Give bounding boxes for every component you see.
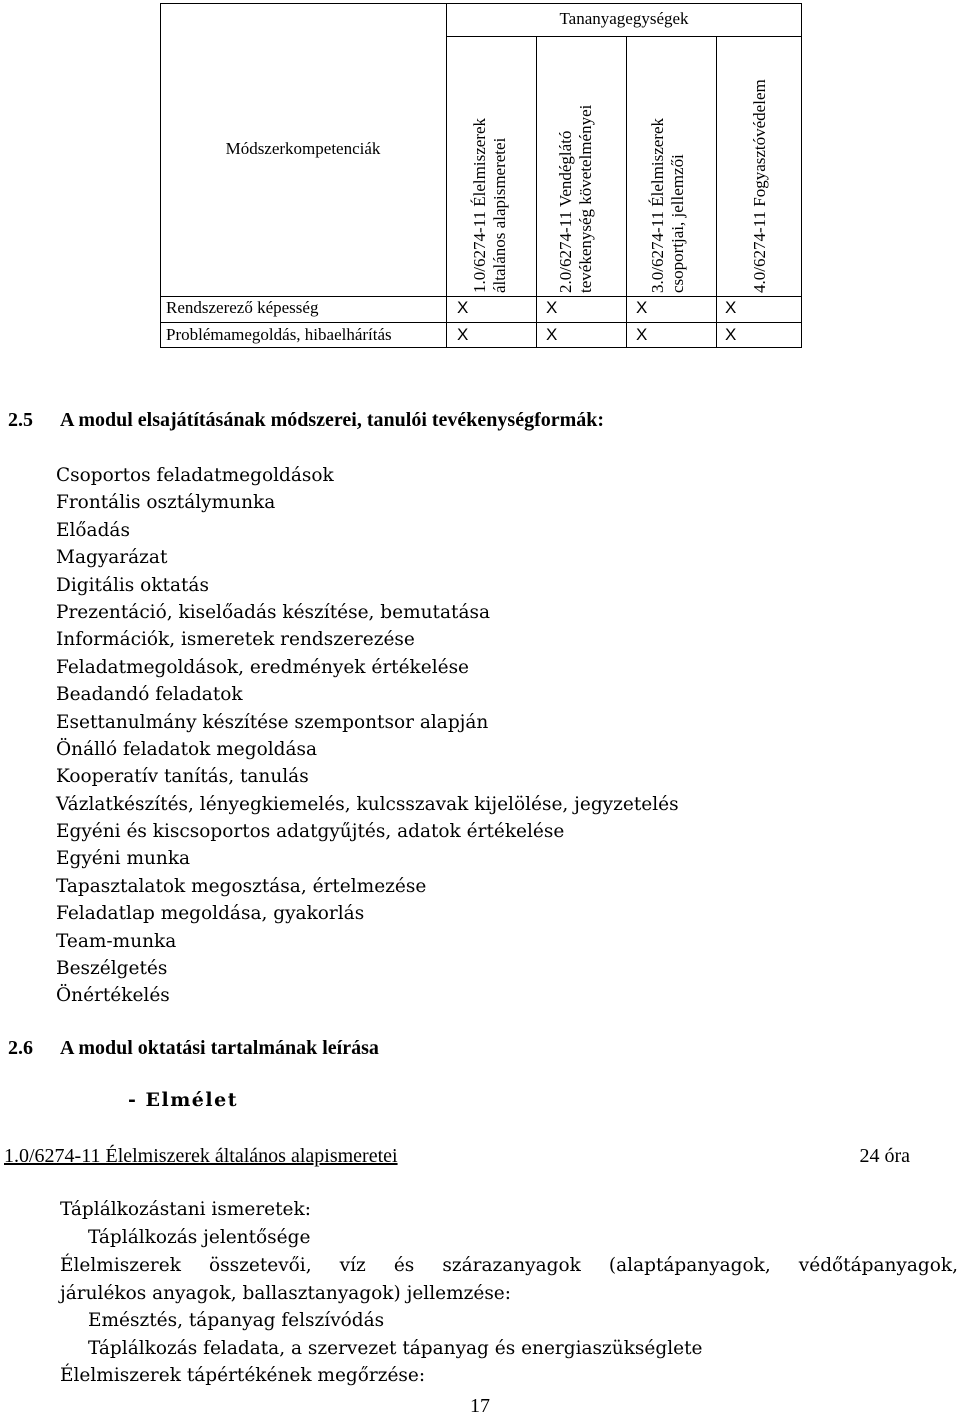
row-mark: X bbox=[636, 298, 648, 317]
content-line: Táplálkozás feladata, a szervezet tápanyag és energiaszükséglete bbox=[88, 1338, 703, 1359]
list-item: Magyarázat bbox=[56, 547, 168, 569]
content-line: Táplálkozás jelentősége bbox=[88, 1227, 311, 1248]
list-item: Egyéni és kiscsoportos adatgyűjtés, adatok értékelése bbox=[56, 821, 565, 843]
page-number: 17 bbox=[470, 1395, 490, 1417]
table-rule bbox=[536, 36, 537, 348]
row-mark: X bbox=[457, 298, 469, 317]
list-item: Önértékelés bbox=[56, 985, 170, 1007]
list-item: Prezentáció, kiselőadás készítése, bemutatása bbox=[56, 601, 490, 623]
list-item: Feladatmegoldások, eredmények értékelése bbox=[56, 656, 470, 678]
row-label: Rendszerező képesség bbox=[166, 298, 319, 317]
list-item: Előadás bbox=[56, 519, 130, 541]
row-mark: X bbox=[725, 325, 737, 344]
list-item: Team-munka bbox=[56, 930, 177, 952]
row-mark: X bbox=[457, 325, 469, 344]
list-item: Csoportos feladatmegoldások bbox=[56, 465, 334, 486]
content-line: Emésztés, tápanyag felszívódás bbox=[88, 1310, 385, 1331]
section-number: 2.6 bbox=[8, 1037, 33, 1059]
table-rule bbox=[446, 3, 447, 348]
list-item: Beadandó feladatok bbox=[56, 684, 243, 706]
row-label: Problémamegoldás, hibaelhárítás bbox=[166, 325, 392, 344]
table-rule bbox=[160, 322, 802, 323]
row-mark: X bbox=[546, 298, 558, 317]
list-item: Feladatlap megoldása, gyakorlás bbox=[56, 903, 365, 925]
list-item: Esettanulmány készítése szempontsor alapján bbox=[56, 711, 489, 733]
table-header-top: Tananyagegységek bbox=[559, 9, 689, 28]
list-item: Digitális oktatás bbox=[56, 574, 209, 596]
table-rule bbox=[446, 36, 802, 37]
unit-hours: 24 óra bbox=[859, 1145, 910, 1167]
content-line: Élelmiszerek tápértékének megőrzése: bbox=[60, 1365, 426, 1386]
list-item: Önálló feladatok megoldása bbox=[56, 738, 318, 760]
table-rule bbox=[716, 36, 717, 348]
unit-name: 1.0/6274-11 Élelmiszerek általános alapismeretei bbox=[4, 1145, 398, 1167]
section-title: A modul elsajátításának módszerei, tanulói tevékenységformák: bbox=[60, 409, 605, 431]
row-mark: X bbox=[546, 325, 558, 344]
list-item: Vázlatkészítés, lényegkiemelés, kulcsszavak kijelölése, jegyzetelés bbox=[56, 793, 679, 815]
list-item: Kooperatív tanítás, tanulás bbox=[56, 766, 309, 788]
row-mark: X bbox=[636, 325, 648, 344]
table-rule bbox=[160, 296, 802, 297]
content-line: járulékos anyagok, ballasztanyagok) jellemzése: bbox=[60, 1283, 511, 1304]
table-rule bbox=[626, 36, 627, 348]
section-number: 2.5 bbox=[8, 409, 33, 431]
content-line: Táplálkozástani ismeretek: bbox=[60, 1199, 311, 1220]
subsection-title: - Elmélet bbox=[128, 1089, 238, 1111]
unit-title bbox=[4, 1144, 910, 1168]
list-item: Tapasztalatok megosztása, értelmezése bbox=[56, 875, 427, 897]
table-header-left: Módszerkompetenciák bbox=[225, 139, 381, 158]
row-mark: X bbox=[725, 298, 737, 317]
list-item: Beszélgetés bbox=[56, 958, 168, 980]
content-line: Élelmiszerek összetevői, víz és szárazanyagok (alaptápanyagok, védőtápanyagok, bbox=[60, 1255, 958, 1276]
list-item: Információk, ismeretek rendszerezése bbox=[56, 629, 415, 651]
method-list bbox=[56, 462, 679, 1010]
section-title: A modul oktatási tartalmának leírása bbox=[60, 1037, 379, 1059]
list-item: Frontális osztálymunka bbox=[56, 492, 276, 514]
list-item: Egyéni munka bbox=[56, 848, 191, 870]
